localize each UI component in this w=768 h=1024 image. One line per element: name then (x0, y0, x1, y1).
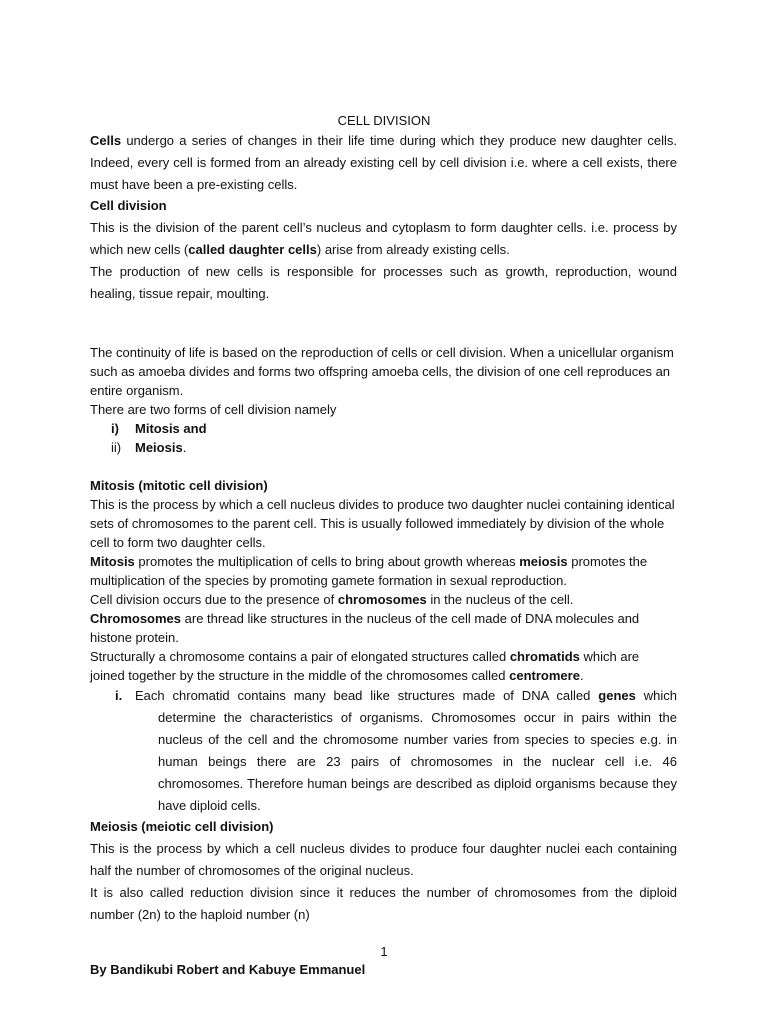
mitosis-promotes: Mitosis promotes the multiplication of cells to bring about growth whereas meiosis promotes the multiplication of the species by promoting gamete formation in sexual reproduction. (90, 554, 648, 588)
mitosis-definition: This is the process by which a cell nucleus divides to produce two daughter nuclei containing identical sets of chromosomes to the parent cell. This is usually followed immediately by division of the whole cell to form two daughter cells. (90, 497, 675, 550)
cell-division-section (90, 195, 677, 305)
list-item (90, 419, 677, 438)
cell-division-heading: Cell division (90, 198, 167, 213)
chromosome-structure: Structurally a chromosome contains a pair of elongated structures called chromatids which are joined together by the structure in the middle of the chromosomes called centromere. (90, 649, 640, 683)
meiosis-definition: This is the process by which a cell nucleus divides to produce four daughter nuclei each containing half the number of chromosomes of the original nucleus. (90, 841, 677, 878)
forms-intro: There are two forms of cell division namely (90, 402, 337, 417)
continuity-text: The continuity of life is based on the reproduction of cells or cell division. When a unicellular organism such as amoeba divides and forms two offspring amoeba cells, the division of one cell reproduces an entire organism. (90, 345, 674, 398)
continuity-paragraph (90, 343, 677, 457)
cell-division-occurs: Cell division occurs due to the presence of chromosomes in the nucleus of the cell. (90, 592, 574, 607)
list-marker: i) (111, 421, 119, 436)
intro-paragraph (90, 130, 677, 196)
intro-text: undergo a series of changes in their life time during which they produce new daughter cells. Indeed, every cell is formed from an already existing cell by cell division i.e. where a cell exists, there must have been a pre-existing cells. (90, 133, 677, 192)
list-marker: i. (115, 688, 123, 703)
genes-list-item (90, 685, 677, 817)
intro-lead: Cells (90, 133, 122, 148)
list-marker: ii) (111, 440, 122, 455)
cell-division-production: The production of new cells is responsible for processes such as growth, reproduction, wound healing, tissue repair, moulting. (90, 264, 677, 301)
mitosis-section (90, 476, 677, 685)
page-number: 1 (380, 944, 388, 959)
meiosis-section (90, 816, 677, 926)
page-title: CELL DIVISION (337, 113, 431, 128)
page-footer: By Bandikubi Robert and Kabuye Emmanuel (90, 962, 366, 977)
list-item-text: Mitosis and (135, 421, 207, 436)
meiosis-reduction: It is also called reduction division since it reduces the number of chromosomes from the diploid number (2n) to the haploid number (n) (90, 885, 677, 922)
chromosomes-definition: Chromosomes are thread like structures in the nucleus of the cell made of DNA molecules and histone protein. (90, 611, 640, 645)
list-item: ii) Meiosis. (111, 440, 187, 455)
genes-text: Each chromatid contains many bead like structures made of DNA called genes which determine the characteristics of organisms. Chromosomes occur in pairs within the nucleus of the cell and the chromosome number varies from species to species e.g. in human beings there are 23 pairs of chromosomes in the nuclear cell i.e. 46 chromosomes. Therefore human beings are described as diploid organisms because they have diploid cells. (135, 688, 678, 813)
mitosis-heading: Mitosis (mitotic cell division) (90, 478, 268, 493)
list-item-text: Meiosis (135, 440, 183, 455)
cell-division-definition: This is the division of the parent cell’s nucleus and cytoplasm to form daughter cells. i.e. process by which new cells (called daughter cells) arise from already existing cells. (90, 220, 677, 257)
meiosis-heading: Meiosis (meiotic cell division) (90, 819, 274, 834)
